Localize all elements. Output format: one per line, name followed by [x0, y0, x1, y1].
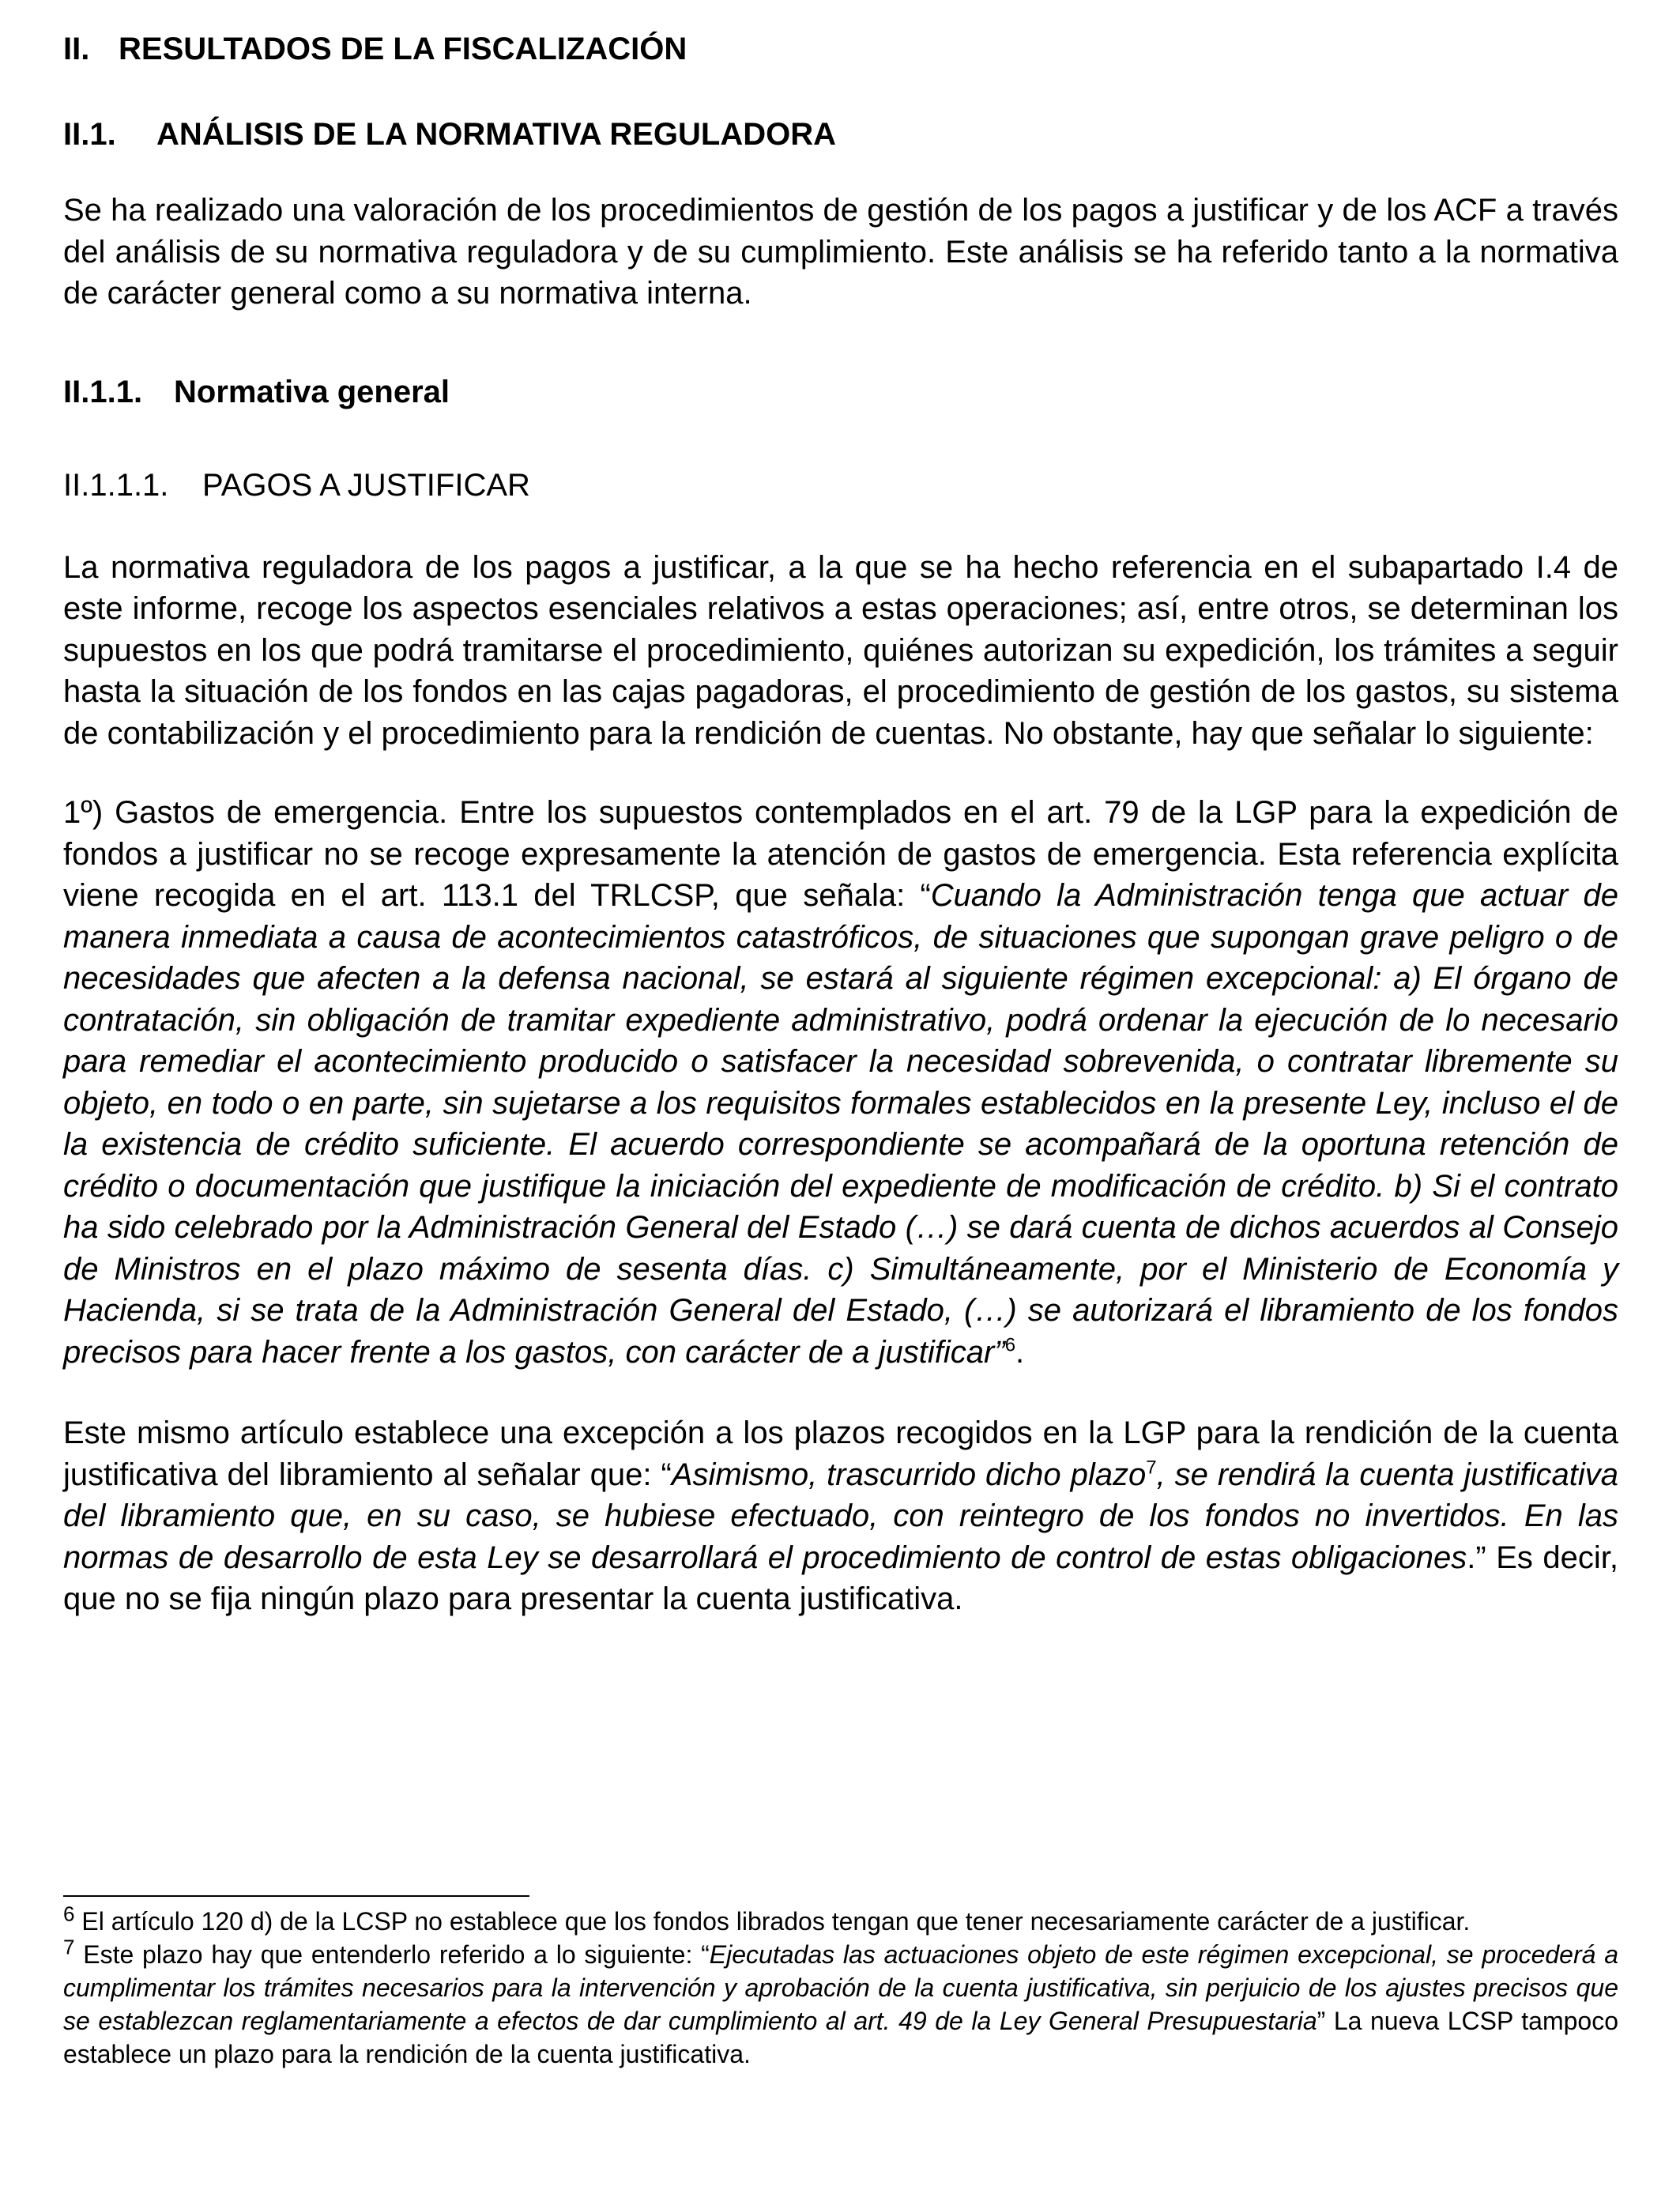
footnote-ref-6[interactable]: 6 — [1004, 1334, 1016, 1356]
footnote-6-text: El artículo 120 d) de la LCSP no establece que los fondos librados tengan que tener necesariamente carácter de a justificar. — [74, 1907, 1471, 1936]
excepcion-tail-text: .” Es decir, que no se fija ningún plazo para presentar la cuenta justificativa. — [63, 1540, 1619, 1616]
footnote-7-lead-text: Este plazo hay que entenderlo referido a lo siguiente: “ — [74, 1940, 710, 1969]
footnote-separator — [63, 1895, 529, 1897]
footnote-7-number: 7 — [63, 1935, 75, 1959]
pagos-justificar-paragraph: La normativa reguladora de los pagos a justificar, a la que se ha hecho referencia en el subapartado I.4 de este informe, recoge los aspectos esenciales relativos a estas operaciones; así, entre otros, se determinan los supuestos en los que podrá tramitarse el procedimiento, quiénes autorizan su expedición, los trámites a seguir hasta la situación de los fondos en las cajas pagadoras, el procedimiento de gestión de los gastos, su sistema de contabilización y el procedimiento para la rendición de cuentas. No obstante, hay que señalar lo siguiente: — [63, 549, 1618, 751]
subsubsection-heading — [63, 370, 1618, 414]
excepcion-lead-text: Este mismo artículo establece una excepción a los plazos recogidos en la LGP para la rendición de la cuenta justificativa del libramiento al señalar que: “ — [63, 1416, 1618, 1492]
section-title: RESULTADOS DE LA FISCALIZACIÓN — [119, 32, 687, 66]
subsubsubsection-number: II.1.1.1. — [63, 467, 169, 503]
footnote-7 — [63, 1935, 1619, 2071]
footnote-7-quote-text: Ejecutadas las actuaciones objeto de este régimen excepcional, se procederá a cumplimentar los trámites necesarios para la intervención y aprobación de la cuenta justificativa, sin perjuicio de los ajustes precisos que se establezcan reglamentariamente a efectos de dar cumplimiento al art. 49 de la Ley General Presupuestaria — [63, 1940, 1618, 2035]
subsection-title: ANÁLISIS DE LA NORMATIVA REGULADORA — [156, 117, 836, 152]
footnote-7-tail-text: ” La nueva LCSP tampoco establece un plazo para la rendición de la cuenta justificativa. — [63, 2007, 1619, 2068]
subsubsubsection-title: PAGOS A JUSTIFICAR — [202, 467, 530, 503]
excepcion-quote-part-2: , se rendirá la cuenta justificativa del libramiento que, en su caso, se hubiese efectuado, con reintegro de los fondos no invertidos. En las normas de desarrollo de esta Ley se desarrollará el procedimiento de control de estas obligaciones — [63, 1457, 1618, 1575]
section-number: II. — [63, 32, 90, 66]
document-body — [63, 27, 1618, 1620]
section-heading — [63, 27, 1618, 71]
subsection-number: II.1. — [63, 117, 116, 152]
gastos-emergencia-paragraph — [63, 792, 1618, 1373]
excepcion-quote-part-1: Asimismo, trascurrido dicho plazo — [671, 1457, 1147, 1492]
excepcion-paragraph — [63, 1412, 1618, 1620]
gastos-tail-text: . — [1015, 1334, 1025, 1370]
intro-paragraph: Se ha realizado una valoración de los procedimientos de gestión de los pagos a justificar y de los ACF a través del análisis de su normativa reguladora y de su cumplimiento. Este análisis se ha referido tanto a la normativa de carácter general como a su normativa interna. — [63, 193, 1618, 311]
footnote-6-number: 6 — [63, 1902, 75, 1926]
gastos-quote-text: Cuando la Administración tenga que actuar de manera inmediata a causa de acontecimientos catastróficos, de situaciones que supongan grave peligro o de necesidades que afecten a la defensa nacional, se estará al siguiente régimen excepcional: a) El órgano de contratación, sin obligación de tramitar expediente administrativo, podrá ordenar la ejecución de lo necesario para remediar el acontecimiento producido o satisfacer la necesidad sobrevenida, o contratar libremente su objeto, en todo o en parte, sin sujetarse a los requisitos formales establecidos en la presente Ley, incluso el de la existencia de crédito suficiente. El acuerdo correspondiente se acompañará de la oportuna retención de crédito o documentación que justifique la iniciación del expediente de modificación de crédito. b) Si el contrato ha sido celebrado por la Administración General del Estado (…) se dará cuenta de dichos acuerdos al Consejo de Ministros en el plazo máximo de sesenta días. c) Simultáneamente, por el Ministerio de Economía y Hacienda, si se trata de la Administración General del Estado, (…) se autorizará el libramiento de los fondos precisos para hacer frente a los gastos, con carácter de a justificar” — [63, 878, 1618, 1370]
subsubsection-number: II.1.1. — [63, 374, 143, 409]
footnote-6 — [63, 1902, 1618, 1938]
subsection-heading — [63, 112, 1618, 156]
subsubsection-title: Normativa general — [174, 374, 450, 409]
footnote-ref-7[interactable]: 7 — [1146, 1457, 1157, 1479]
footnotes — [63, 1902, 1619, 2071]
gastos-lead-text: 1º) Gastos de emergencia. Entre los supuestos contemplados en el art. 79 de la LGP para la expedición de fondos a justificar no se recoge expresamente la atención de gastos de emergencia. Esta referencia explícita viene recogida en el art. 113.1 del TRLCSP, que señala: “ — [63, 795, 1618, 913]
subsubsubsection-heading — [63, 463, 1618, 507]
